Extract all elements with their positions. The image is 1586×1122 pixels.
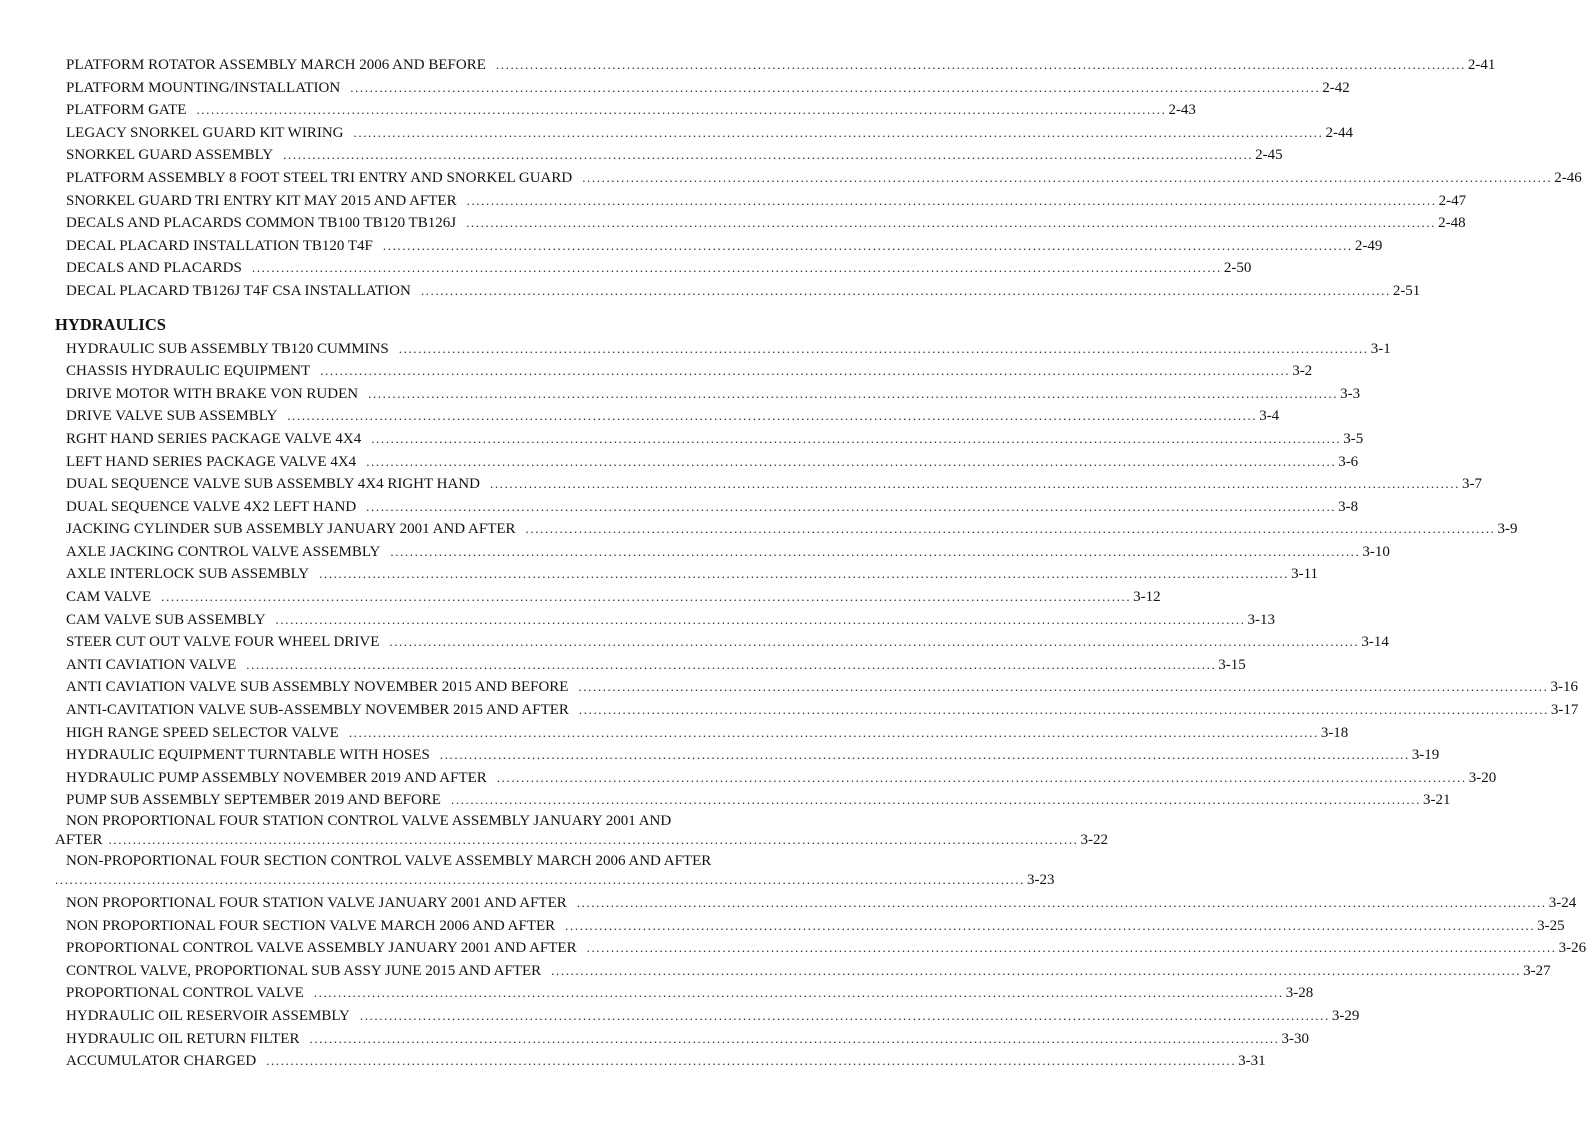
- toc-entry-title: PLATFORM MOUNTING/INSTALLATION: [66, 79, 341, 96]
- toc-entry[interactable]: [55, 338, 1391, 361]
- toc-entry-page: 2-42: [1322, 79, 1350, 96]
- toc-entry-title: AXLE JACKING CONTROL VALVE ASSEMBLY: [66, 543, 381, 560]
- toc-entry-page: 3-26: [1558, 940, 1586, 957]
- dot-leader: ........................................................................................................................................................................................................: [251, 260, 1222, 276]
- dot-leader: ........................................................................................................................................................................................................: [309, 1030, 1280, 1046]
- dot-leader: ........................................................................................................................................................................................................: [466, 215, 1437, 231]
- toc-entry-title: HYDRAULIC SUB ASSEMBLY TB120 CUMMINS: [66, 340, 389, 357]
- dot-leader: ........................................................................................................................................................................................................: [55, 872, 1025, 887]
- dot-leader: ........................................................................................................................................................................................................: [196, 102, 1167, 118]
- toc-entry-page: 3-9: [1497, 521, 1518, 538]
- toc-entry[interactable]: [55, 541, 1390, 564]
- dot-leader: ........................................................................................................................................................................................................: [320, 363, 1291, 379]
- toc-entry-title: NON PROPORTIONAL FOUR STATION VALVE JANUARY 2001 AND AFTER: [66, 895, 567, 911]
- toc-entry-title: DECALS AND PLACARDS: [66, 260, 242, 277]
- toc-entry-page: 2-44: [1325, 124, 1353, 141]
- dot-leader: ........................................................................................................................................................................................................: [439, 747, 1410, 763]
- toc-entry-title: CAM VALVE SUB ASSEMBLY: [66, 611, 266, 628]
- toc-entry-title-line1: NON PROPORTIONAL FOUR STATION CONTROL VALVE ASSEMBLY JANUARY 2001 AND: [66, 813, 672, 829]
- dot-leader: ........................................................................................................................................................................................................: [283, 147, 1254, 163]
- dot-leader: ........................................................................................................................................................................................................: [525, 521, 1496, 537]
- toc-entry-title: SNORKEL GUARD TRI ENTRY KIT MAY 2015 AND AFTER: [66, 192, 457, 209]
- toc-entry-page: 3-10: [1362, 543, 1390, 560]
- toc-entry[interactable]: [55, 676, 1578, 699]
- toc-entry-page: 3-1: [1370, 340, 1391, 357]
- toc-entry[interactable]: [55, 405, 1280, 428]
- toc-entry-page: 3-13: [1247, 611, 1276, 628]
- toc-entry[interactable]: [55, 586, 1161, 609]
- toc-entry[interactable]: [55, 654, 1246, 677]
- toc-entry-page: 3-14: [1361, 634, 1389, 651]
- toc-entry[interactable]: [55, 235, 1383, 258]
- toc-entry[interactable]: [55, 167, 1582, 190]
- dot-leader: ........................................................................................................................................................................................................: [108, 832, 1079, 847]
- dot-leader: ........................................................................................................................................................................................................: [246, 656, 1217, 672]
- dot-leader: ........................................................................................................................................................................................................: [565, 917, 1536, 933]
- dot-leader: ........................................................................................................................................................................................................: [348, 724, 1319, 740]
- toc-entry-page: 2-46: [1554, 169, 1582, 186]
- dot-leader: ........................................................................................................................................................................................................: [551, 962, 1522, 978]
- dot-leader: ........................................................................................................................................................................................................: [350, 79, 1321, 95]
- dot-leader: ........................................................................................................................................................................................................: [489, 476, 1460, 492]
- dot-leader: ........................................................................................................................................................................................................: [586, 940, 1557, 956]
- toc-entry[interactable]: [55, 77, 1350, 100]
- toc-entry-page: 2-41: [1467, 57, 1496, 73]
- hydraulics-entries-b: [55, 892, 1586, 1073]
- hydraulics-entries-a: [55, 338, 1579, 812]
- toc-entry-title: LEFT HAND SERIES PACKAGE VALVE 4X4: [66, 453, 357, 470]
- toc-entry-title: DUAL SEQUENCE VALVE SUB ASSEMBLY 4X4 RIGHT HAND: [66, 476, 480, 493]
- toc-entry-page: 2-48: [1438, 215, 1466, 232]
- toc-entry[interactable]: [55, 631, 1389, 654]
- toc-entry[interactable]: [55, 280, 1421, 303]
- toc-entry[interactable]: [55, 360, 1313, 383]
- toc-entry[interactable]: [55, 892, 1577, 915]
- dot-leader: ........................................................................................................................................................................................................: [368, 385, 1339, 401]
- toc-entry-title: SNORKEL GUARD ASSEMBLY: [66, 147, 274, 164]
- toc-entry-page: 3-2: [1292, 363, 1313, 380]
- toc-entry-title: ANTI CAVIATION VALVE SUB ASSEMBLY NOVEMBER 2015 AND BEFORE: [66, 679, 569, 696]
- toc-entry-page: 3-17: [1550, 702, 1579, 719]
- toc-entry[interactable]: [55, 1028, 1309, 1051]
- toc-entry[interactable]: [55, 563, 1319, 586]
- dot-leader: ........................................................................................................................................................................................................: [578, 679, 1549, 695]
- toc-entry[interactable]: [55, 609, 1276, 632]
- toc-entry-title: JACKING CYLINDER SUB ASSEMBLY JANUARY 2001 AND AFTER: [66, 521, 516, 538]
- toc-entry-title: NON PROPORTIONAL FOUR SECTION VALVE MARCH 2006 AND AFTER: [66, 917, 556, 934]
- toc-entry-title: PLATFORM GATE: [66, 102, 187, 119]
- toc-entry-page: 3-24: [1548, 895, 1577, 911]
- toc-entry[interactable]: [55, 960, 1551, 983]
- toc-entry-page: 3-19: [1411, 747, 1440, 764]
- section-heading-hydraulics: HYDRAULICS: [55, 314, 166, 334]
- toc-entry[interactable]: [55, 383, 1361, 406]
- dot-leader: ........................................................................................................................................................................................................: [578, 702, 1549, 718]
- dot-leader: ........................................................................................................................................................................................................: [359, 1007, 1330, 1023]
- toc-entry-page: 3-25: [1537, 917, 1565, 934]
- dot-leader: ........................................................................................................................................................................................................: [366, 498, 1337, 514]
- toc-entry-title: LEGACY SNORKEL GUARD KIT WIRING: [66, 124, 344, 141]
- toc-entry[interactable]: [55, 122, 1353, 145]
- toc-entry-title: DECAL PLACARD TB126J T4F CSA INSTALLATION: [66, 282, 411, 299]
- toc-entry-page: 3-4: [1259, 408, 1280, 425]
- toc-entry-page: 3-27: [1523, 962, 1551, 979]
- toc-entry-page: 3-11: [1291, 566, 1319, 583]
- toc-entry[interactable]: [55, 257, 1252, 280]
- toc-entry-title: DRIVE MOTOR WITH BRAKE VON RUDEN: [66, 385, 359, 402]
- toc-entry-title: ANTI CAVIATION VALVE: [66, 656, 237, 673]
- toc-entry-title: CONTROL VALVE, PROPORTIONAL SUB ASSY JUNE 2015 AND AFTER: [66, 962, 542, 979]
- toc-entry[interactable]: [55, 982, 1314, 1005]
- toc-entry-page: 3-30: [1281, 1030, 1309, 1047]
- toc-entry-title: HYDRAULIC OIL RETURN FILTER: [66, 1030, 300, 1047]
- toc-entry-page: 3-31: [1238, 1053, 1266, 1070]
- dot-leader: ........................................................................................................................................................................................................: [275, 611, 1246, 627]
- toc-entry-page: 3-23: [1027, 872, 1055, 888]
- toc-entry-page: 2-47: [1438, 192, 1467, 209]
- toc-entry-page: 2-45: [1255, 147, 1283, 164]
- toc-entry[interactable]: [55, 144, 1283, 167]
- toc-entry-wrapped[interactable]: [55, 812, 1109, 852]
- toc-entry[interactable]: [55, 722, 1349, 745]
- toc-entry[interactable]: [55, 915, 1565, 938]
- dot-leader: ........................................................................................................................................................................................................: [466, 192, 1437, 208]
- toc-entry[interactable]: [55, 1050, 1266, 1073]
- toc-entry-page: 2-43: [1168, 102, 1196, 119]
- dot-leader: ........................................................................................................................................................................................................: [450, 792, 1421, 808]
- toc-entry[interactable]: [55, 473, 1482, 496]
- toc-entry-page: 2-50: [1223, 260, 1252, 277]
- toc-entry-title: STEER CUT OUT VALVE FOUR WHEEL DRIVE: [66, 634, 380, 651]
- toc-entry-line2: [55, 870, 1055, 889]
- dot-leader: ........................................................................................................................................................................................................: [390, 543, 1361, 559]
- toc-entry-title: CHASSIS HYDRAULIC EQUIPMENT: [66, 363, 311, 380]
- toc-entry[interactable]: [55, 789, 1451, 812]
- toc-entry[interactable]: [55, 54, 1496, 77]
- toc-entry-title: AXLE INTERLOCK SUB ASSEMBLY: [66, 566, 310, 583]
- dot-leader: ........................................................................................................................................................................................................: [161, 589, 1132, 605]
- toc-entry-page: 3-8: [1338, 498, 1359, 515]
- toc-entry[interactable]: [55, 190, 1467, 213]
- toc-entry[interactable]: [55, 699, 1579, 722]
- toc-entry-page: 3-28: [1285, 985, 1314, 1002]
- toc-entry-page: 3-12: [1133, 589, 1161, 606]
- toc-entry-title: HYDRAULIC PUMP ASSEMBLY NOVEMBER 2019 AND AFTER: [66, 769, 487, 786]
- toc-entry-page: 2-51: [1392, 282, 1421, 299]
- toc-entry[interactable]: [55, 937, 1586, 960]
- dot-leader: ........................................................................................................................................................................................................: [313, 985, 1284, 1001]
- dot-leader: ........................................................................................................................................................................................................: [389, 634, 1360, 650]
- toc-entry-title: DRIVE VALVE SUB ASSEMBLY: [66, 408, 278, 425]
- toc-entry-page: 3-6: [1338, 453, 1359, 470]
- toc-entry-title: HIGH RANGE SPEED SELECTOR VALVE: [66, 724, 339, 741]
- toc-entry-title: HYDRAULIC OIL RESERVOIR ASSEMBLY: [66, 1007, 350, 1024]
- toc-entry-title: DECALS AND PLACARDS COMMON TB100 TB120 TB126J: [66, 215, 457, 232]
- table-of-contents: [55, 54, 1586, 1073]
- toc-entry[interactable]: [55, 99, 1196, 122]
- toc-entry-title-line1: NON-PROPORTIONAL FOUR SECTION CONTROL VALVE ASSEMBLY MARCH 2006 AND AFTER: [66, 853, 712, 869]
- dot-leader: ........................................................................................................................................................................................................: [319, 566, 1290, 582]
- toc-entry-page: 3-7: [1461, 476, 1482, 493]
- dot-leader: ........................................................................................................................................................................................................: [496, 769, 1467, 785]
- toc-entry-page: 3-3: [1340, 385, 1361, 402]
- platform-entries: [55, 54, 1582, 303]
- toc-entry-page: 2-49: [1354, 237, 1383, 254]
- toc-entry[interactable]: [55, 744, 1440, 767]
- toc-entry-title: PLATFORM ROTATOR ASSEMBLY MARCH 2006 AND BEFORE: [66, 57, 486, 73]
- toc-entry[interactable]: [55, 428, 1364, 451]
- toc-entry[interactable]: [55, 451, 1359, 474]
- toc-entry-page: 3-18: [1320, 724, 1349, 741]
- toc-entry[interactable]: [55, 496, 1359, 519]
- toc-entry-title: PUMP SUB ASSEMBLY SEPTEMBER 2019 AND BEFORE: [66, 792, 441, 809]
- toc-entry-title: DECAL PLACARD INSTALLATION TB120 T4F: [66, 237, 373, 254]
- dot-leader: ........................................................................................................................................................................................................: [371, 430, 1342, 446]
- toc-entry[interactable]: [55, 212, 1466, 235]
- dot-leader: ........................................................................................................................................................................................................: [366, 453, 1337, 469]
- toc-entry-title: PLATFORM ASSEMBLY 8 FOOT STEEL TRI ENTRY AND SNORKEL GUARD: [66, 169, 573, 186]
- toc-entry[interactable]: [55, 767, 1497, 790]
- dot-leader: ........................................................................................................................................................................................................: [582, 169, 1553, 185]
- dot-leader: ........................................................................................................................................................................................................: [420, 282, 1391, 298]
- toc-entry[interactable]: [55, 1005, 1360, 1028]
- toc-entry-title: PROPORTIONAL CONTROL VALVE ASSEMBLY JANUARY 2001 AND AFTER: [66, 940, 577, 957]
- toc-entry-title: ANTI-CAVITATION VALVE SUB-ASSEMBLY NOVEMBER 2015 AND AFTER: [66, 702, 569, 719]
- dot-leader: ........................................................................................................................................................................................................: [398, 340, 1369, 356]
- toc-entry[interactable]: [55, 518, 1518, 541]
- dot-leader: ........................................................................................................................................................................................................: [287, 408, 1258, 424]
- dot-leader: ........................................................................................................................................................................................................: [495, 57, 1466, 72]
- toc-entry-title: DUAL SEQUENCE VALVE 4X2 LEFT HAND: [66, 498, 357, 515]
- toc-entry-title-line2: AFTER: [55, 832, 103, 848]
- dot-leader: ........................................................................................................................................................................................................: [353, 124, 1324, 140]
- toc-entry-title: CAM VALVE: [66, 589, 152, 606]
- toc-entry-title: RGHT HAND SERIES PACKAGE VALVE 4X4: [66, 430, 362, 447]
- toc-entry-page: 3-29: [1331, 1007, 1360, 1024]
- toc-entry-page: 3-15: [1218, 656, 1246, 673]
- toc-entry-wrapped[interactable]: [55, 852, 1055, 892]
- dot-leader: ........................................................................................................................................................................................................: [382, 237, 1353, 253]
- toc-entry-title: PROPORTIONAL CONTROL VALVE: [66, 985, 304, 1002]
- toc-entry-title: HYDRAULIC EQUIPMENT TURNTABLE WITH HOSES: [66, 747, 430, 764]
- toc-entry-page: 3-21: [1422, 792, 1451, 809]
- toc-entry-title: ACCUMULATOR CHARGED: [66, 1053, 257, 1070]
- toc-entry-page: 3-5: [1343, 430, 1364, 447]
- toc-entry-page: 3-22: [1080, 832, 1109, 848]
- toc-entry-line2: [55, 830, 1109, 849]
- toc-entry-page: 3-16: [1550, 679, 1578, 696]
- dot-leader: ........................................................................................................................................................................................................: [266, 1053, 1237, 1069]
- toc-entry-page: 3-20: [1468, 769, 1497, 786]
- dot-leader: ........................................................................................................................................................................................................: [576, 895, 1547, 910]
